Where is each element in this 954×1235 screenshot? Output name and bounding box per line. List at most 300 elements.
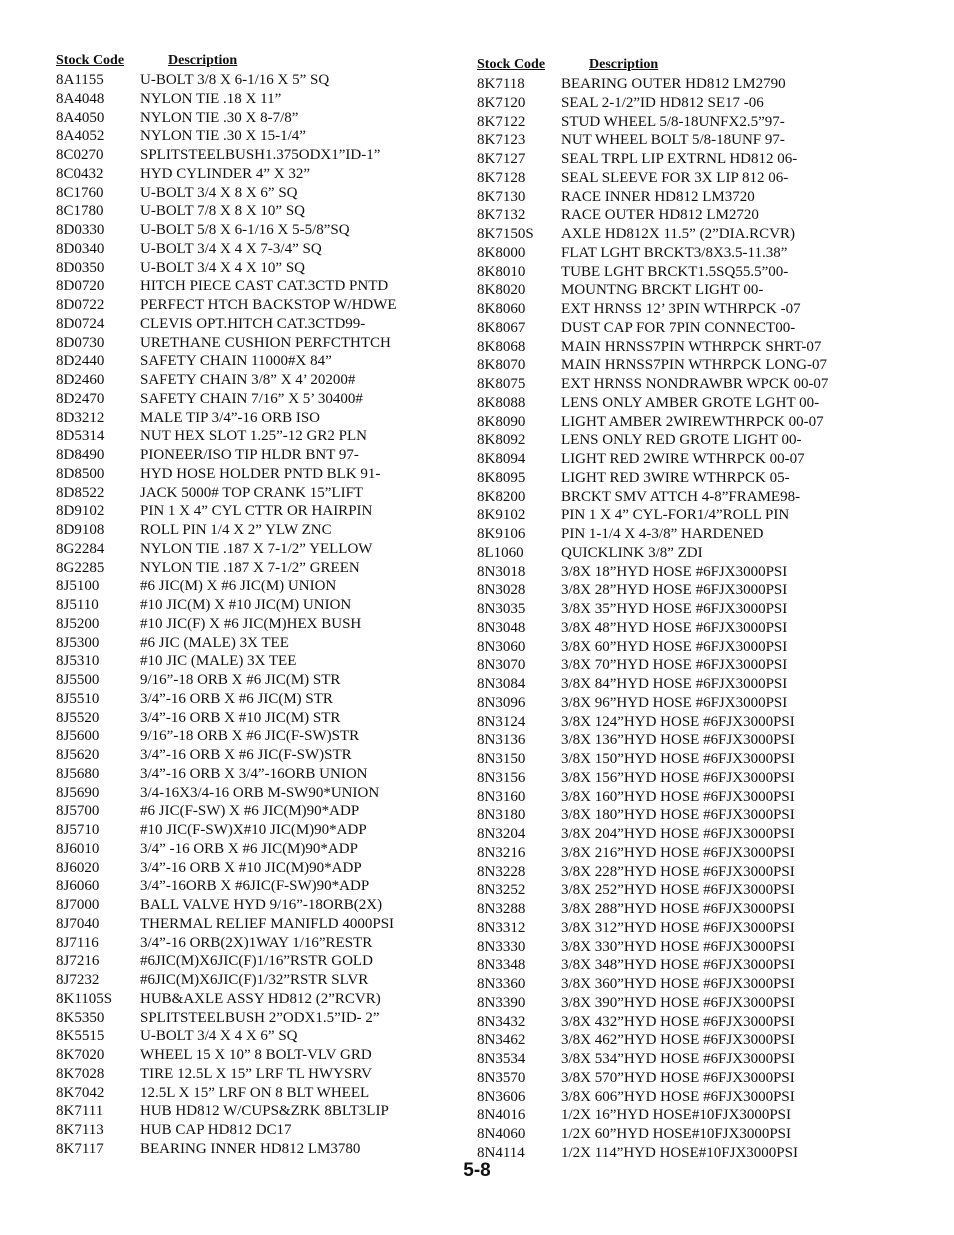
description: 3/8X 48”HYD HOSE #6FJX3000PSI: [561, 619, 788, 636]
table-row: [56, 952, 426, 971]
stock-code: 8A4052: [56, 128, 105, 145]
description: #10 JIC (MALE) 3X TEE: [140, 653, 297, 670]
description: QUICKLINK 3/8” ZDI: [561, 544, 703, 561]
description: LIGHT AMBER 2WIREWTHRPCK 00-07: [561, 413, 824, 430]
stock-code-header: Stock Code: [56, 53, 125, 68]
table-row: [477, 638, 847, 657]
description: LENS ONLY AMBER GROTE LGHT 00-: [561, 394, 820, 411]
stock-code: 8A4050: [56, 109, 105, 126]
table-row: [477, 863, 847, 882]
table-row: [477, 431, 847, 450]
stock-code: 8N3204: [477, 826, 526, 842]
table-row: [56, 221, 426, 240]
table-row: [56, 746, 426, 765]
description: 3/8X 70”HYD HOSE #6FJX3000PSI: [561, 657, 788, 674]
description-header: Description: [168, 53, 238, 68]
table-row: [477, 731, 847, 750]
description: U-BOLT 3/4 X 4 X 10” SQ: [140, 259, 306, 276]
table-row: [477, 338, 847, 357]
stock-code: 8D2440: [56, 353, 105, 370]
table-row: [56, 371, 426, 390]
table-row: [56, 277, 426, 296]
stock-code: 8C0270: [56, 147, 104, 163]
table-row: [56, 390, 426, 409]
stock-code: 8N3390: [477, 994, 526, 1011]
stock-code: 8K8094: [477, 451, 526, 467]
description: #6 JIC (MALE) 3X TEE: [140, 634, 289, 651]
table-row: [56, 165, 426, 184]
description: EXT HRNSS 12’ 3PIN WTHRPCK -07: [561, 301, 801, 317]
table-row: [477, 1031, 847, 1050]
description: 12.5L X 15” LRF ON 8 BLT WHEEL: [140, 1084, 370, 1101]
description: 3/4”-16 ORB X #10 JIC(M)90*ADP: [140, 859, 362, 876]
stock-code: 8N3348: [477, 957, 526, 974]
stock-code: 8D3212: [56, 409, 105, 426]
stock-code: 8D8522: [56, 484, 105, 501]
table-row: [477, 694, 847, 713]
table-row: [477, 1069, 847, 1088]
description: SPLITSTEELBUSH1.375ODX1”ID-1”: [140, 147, 381, 163]
stock-code: 8D9102: [56, 503, 105, 520]
table-row: [477, 450, 847, 469]
description: BALL VALVE HYD 9/16”-18ORB(2X): [140, 897, 383, 913]
table-row: [56, 465, 426, 484]
description: 3/4”-16 ORB(2X)1WAY 1/16”RESTR: [140, 934, 373, 951]
table-row: [477, 206, 847, 225]
table-row: [477, 881, 847, 900]
stock-code: 8A4048: [56, 90, 105, 107]
description: NYLON TIE .187 X 7-1/2” YELLOW: [140, 540, 373, 557]
stock-code: 8N3534: [477, 1051, 526, 1067]
table-row: [477, 1050, 847, 1069]
description: TUBE LGHT BRCKT1.5SQ55.5”00-: [561, 263, 789, 280]
stock-code: 8J5310: [56, 653, 100, 670]
description: LENS ONLY RED GROTE LIGHT 00-: [561, 432, 802, 449]
stock-code: 8K7042: [56, 1084, 105, 1101]
stock-code: 8J5100: [56, 578, 100, 595]
description: 3/8X 216”HYD HOSE #6FJX3000PSI: [561, 844, 795, 861]
description: 3/8X 18”HYD HOSE #6FJX3000PSI: [561, 563, 788, 580]
stock-code: 8K9106: [477, 526, 526, 542]
description: NUT HEX SLOT 1.25”-12 GR2 PLN: [140, 428, 367, 445]
description: U-BOLT 3/8 X 6-1/16 X 5” SQ: [140, 72, 330, 88]
stock-code: 8K8070: [477, 357, 526, 374]
stock-code: 8D0720: [56, 278, 105, 295]
stock-code: 8J5680: [56, 765, 100, 782]
stock-code: 8N3150: [477, 751, 526, 767]
table-row: [477, 75, 847, 94]
stock-code: 8K7028: [56, 1065, 105, 1082]
description: NYLON TIE .30 X 8-7/8”: [140, 109, 299, 126]
table-row: [477, 1106, 847, 1125]
stock-code: 8J5510: [56, 690, 100, 707]
description: 3/8X 330”HYD HOSE #6FJX3000PSI: [561, 938, 795, 955]
table-row: [477, 581, 847, 600]
description: 3/8X 160”HYD HOSE #6FJX3000PSI: [561, 788, 795, 805]
description: 3/4”-16 ORB X #6 JIC(M) STR: [140, 690, 333, 707]
description: THERMAL RELIEF MANIFLD 4000PSI: [140, 915, 395, 932]
table-row: [477, 375, 847, 394]
stock-code: 8C1760: [56, 184, 104, 201]
stock-code: 8N3156: [477, 769, 526, 786]
stock-code: 8K7150S: [477, 226, 534, 242]
description: NYLON TIE .30 X 15-1/4”: [140, 128, 306, 145]
table-row: [56, 1027, 426, 1046]
stock-code: 8D0350: [56, 259, 105, 276]
stock-code: 8D0330: [56, 222, 105, 238]
stock-code: 8K9102: [477, 507, 526, 524]
description: 3/8X 432”HYD HOSE #6FJX3000PSI: [561, 1013, 795, 1030]
stock-code: 8N3462: [477, 1032, 526, 1049]
stock-code: 8J7216: [56, 953, 100, 970]
stock-code: 8N3028: [477, 582, 526, 599]
description: #6JIC(M)X6JIC(F)1/16”RSTR GOLD: [140, 953, 373, 970]
right-column-rows: [477, 75, 847, 1163]
stock-code: 8N3060: [477, 638, 526, 655]
table-row: [477, 113, 847, 132]
stock-code: 8K1105S: [56, 990, 113, 1007]
description: 3/8X 462”HYD HOSE #6FJX3000PSI: [561, 1032, 795, 1049]
description: 3/8X 96”HYD HOSE #6FJX3000PSI: [561, 694, 788, 711]
stock-code: 8G2285: [56, 559, 105, 576]
stock-code: 8J5700: [56, 803, 100, 820]
stock-code: 8J5110: [56, 597, 99, 613]
table-row: [56, 90, 426, 109]
description: BEARING OUTER HD812 LM2790: [561, 76, 786, 92]
left-column-header: [56, 53, 426, 70]
stock-code: 8C1780: [56, 203, 104, 220]
stock-code: 8J5620: [56, 747, 100, 763]
description: 3/4-16X3/4-16 ORB M-SW90*UNION: [140, 784, 380, 801]
description: 3/4” -16 ORB X #6 JIC(M)90*ADP: [140, 840, 358, 857]
description: BEARING INNER HD812 LM3780: [140, 1140, 361, 1157]
description: SPLITSTEELBUSH 2”ODX1.5”ID- 2”: [140, 1009, 380, 1026]
stock-code: 8K8200: [477, 488, 526, 505]
right-column: [477, 57, 847, 1163]
stock-code: 8N3606: [477, 1088, 526, 1105]
stock-code: 8K7113: [56, 1122, 104, 1138]
table-row: [56, 484, 426, 503]
description: 3/8X 312”HYD HOSE #6FJX3000PSI: [561, 919, 795, 936]
table-row: [56, 934, 426, 953]
left-column-rows: [56, 71, 426, 1159]
table-row: [56, 990, 426, 1009]
table-row: [477, 769, 847, 788]
table-row: [56, 559, 426, 578]
table-row: [477, 188, 847, 207]
table-row: [477, 900, 847, 919]
table-row: [56, 109, 426, 128]
page-number: 5-8: [463, 1160, 491, 1181]
table-row: [56, 915, 426, 934]
stock-code: 8J7040: [56, 915, 100, 932]
description: FLAT LGHT BRCKT3/8X3.5-11.38”: [561, 244, 788, 261]
description: PIONEER/ISO TIP HLDR BNT 97-: [140, 447, 359, 463]
table-row: [477, 169, 847, 188]
table-row: [56, 71, 426, 90]
stock-code: 8K7111: [56, 1103, 104, 1120]
stock-code: 8J5300: [56, 634, 100, 651]
description: 3/8X 288”HYD HOSE #6FJX3000PSI: [561, 901, 795, 917]
stock-code: 8K7117: [56, 1140, 104, 1157]
description: U-BOLT 3/4 X 8 X 6” SQ: [140, 184, 298, 201]
description: NYLON TIE .18 X 11”: [140, 90, 282, 107]
table-row: [56, 146, 426, 165]
description: U-BOLT 3/4 X 4 X 7-3/4” SQ: [140, 240, 322, 257]
description: U-BOLT 7/8 X 8 X 10” SQ: [140, 203, 306, 220]
table-row: [477, 656, 847, 675]
table-row: [477, 919, 847, 938]
description: DUST CAP FOR 7PIN CONNECT00-: [561, 319, 796, 336]
description: SAFETY CHAIN 3/8” X 4’ 20200#: [140, 372, 356, 388]
stock-code: 8N4060: [477, 1126, 526, 1142]
description: HITCH PIECE CAST CAT.3CTD PNTD: [140, 278, 389, 295]
table-row: [477, 600, 847, 619]
stock-code: 8N3360: [477, 976, 526, 992]
stock-code: 8N3084: [477, 676, 526, 692]
table-row: [477, 469, 847, 488]
right-column-header: [477, 57, 847, 74]
table-row: [477, 150, 847, 169]
table-row: [56, 409, 426, 428]
table-row: [477, 844, 847, 863]
description: 3/4”-16 ORB X #10 JIC(M) STR: [140, 709, 341, 726]
table-row: [477, 1013, 847, 1032]
description: 9/16”-18 ORB X #6 JIC(F-SW)STR: [140, 728, 360, 745]
description: SEAL TRPL LIP EXTRNL HD812 06-: [561, 151, 798, 167]
stock-code: 8N3124: [477, 713, 526, 730]
description: CLEVIS OPT.HITCH CAT.3CTD99-: [140, 315, 366, 332]
description: #10 JIC(F) X #6 JIC(M)HEX BUSH: [140, 615, 362, 632]
stock-code: 8K8092: [477, 432, 526, 449]
description: 3/4”-16 ORB X 3/4”-16ORB UNION: [140, 765, 368, 782]
stock-code: 8K8068: [477, 338, 526, 355]
stock-code: 8D5314: [56, 428, 105, 445]
stock-code: 8K7127: [477, 151, 526, 167]
stock-code: 8G2284: [56, 540, 105, 557]
stock-code: 8D0722: [56, 297, 105, 313]
stock-code: 8J5520: [56, 709, 100, 726]
description: 3/8X 360”HYD HOSE #6FJX3000PSI: [561, 976, 795, 992]
table-row: [56, 446, 426, 465]
description: 3/8X 570”HYD HOSE #6FJX3000PSI: [561, 1069, 795, 1086]
description: #10 JIC(F-SW)X#10 JIC(M)90*ADP: [140, 822, 367, 838]
table-row: [56, 1046, 426, 1065]
stock-code: 8D2470: [56, 390, 105, 407]
stock-code: 8J5200: [56, 615, 100, 632]
table-row: [477, 356, 847, 375]
table-row: [477, 1088, 847, 1107]
stock-code: 8D8490: [56, 447, 105, 463]
description: 3/8X 348”HYD HOSE #6FJX3000PSI: [561, 957, 795, 974]
description: U-BOLT 5/8 X 6-1/16 X 5-5/8”SQ: [140, 222, 350, 238]
stock-code: 8J5500: [56, 672, 100, 688]
table-row: [477, 225, 847, 244]
description: 1/2X 16”HYD HOSE#10FJX3000PSI: [561, 1107, 792, 1124]
stock-code: 8K8010: [477, 263, 526, 280]
description: HYD CYLINDER 4” X 32”: [140, 165, 310, 182]
stock-code: 8N3035: [477, 601, 526, 617]
stock-code: 8N3216: [477, 844, 526, 861]
stock-code: 8K7123: [477, 132, 526, 149]
stock-code: 8K8060: [477, 301, 526, 317]
description: 3/8X 35”HYD HOSE #6FJX3000PSI: [561, 601, 788, 617]
description: SAFETY CHAIN 7/16” X 5’ 30400#: [140, 390, 363, 407]
description: 3/8X 180”HYD HOSE #6FJX3000PSI: [561, 807, 795, 824]
stock-code: 8K8095: [477, 469, 526, 486]
description: LIGHT RED 2WIRE WTHRPCK 00-07: [561, 451, 805, 467]
description: NUT WHEEL BOLT 5/8-18UNF 97-: [561, 132, 785, 149]
stock-code: 8N3160: [477, 788, 526, 805]
table-row: [56, 709, 426, 728]
stock-code: 8K7130: [477, 188, 526, 205]
description: #6 JIC(F-SW) X #6 JIC(M)90*ADP: [140, 803, 360, 820]
description: MAIN HRNSS7PIN WTHRPCK LONG-07: [561, 357, 827, 374]
table-row: [477, 956, 847, 975]
table-row: [477, 975, 847, 994]
description: 3/4”-16 ORB X #6 JIC(F-SW)STR: [140, 747, 352, 763]
description: PIN 1 X 4” CYL-FOR1/4”ROLL PIN: [561, 507, 790, 524]
description: SEAL 2-1/2”ID HD812 SE17 -06: [561, 94, 764, 111]
description: NYLON TIE .187 X 7-1/2” GREEN: [140, 559, 360, 576]
stock-code: 8J5710: [56, 822, 100, 838]
table-row: [477, 619, 847, 638]
table-row: [477, 131, 847, 150]
description: HYD HOSE HOLDER PNTD BLK 91-: [140, 465, 381, 482]
table-row: [477, 750, 847, 769]
description: LIGHT RED 3WIRE WTHRPCK 05-: [561, 469, 790, 486]
stock-code: 8K8067: [477, 319, 526, 336]
table-row: [56, 521, 426, 540]
table-row: [477, 788, 847, 807]
stock-code: 8K7122: [477, 113, 526, 130]
description: PIN 1 X 4” CYL CTTR OR HAIRPIN: [140, 503, 373, 520]
description: HUB CAP HD812 DC17: [140, 1122, 292, 1138]
stock-code: 8J6060: [56, 878, 100, 895]
description: AXLE HD812X 11.5” (2”DIA.RCVR): [561, 226, 795, 242]
stock-code: 8N3096: [477, 694, 526, 711]
stock-code: 8N3018: [477, 563, 526, 580]
table-row: [56, 502, 426, 521]
stock-code: 8J7116: [56, 934, 99, 951]
stock-code: 8K7020: [56, 1047, 105, 1063]
stock-code: 8D9108: [56, 522, 105, 538]
table-row: [56, 202, 426, 221]
description: 3/8X 136”HYD HOSE #6FJX3000PSI: [561, 732, 795, 749]
stock-code: 8N3070: [477, 657, 526, 674]
description: 3/8X 60”HYD HOSE #6FJX3000PSI: [561, 638, 788, 655]
table-row: [56, 577, 426, 596]
table-row: [477, 394, 847, 413]
table-row: [56, 727, 426, 746]
stock-code: 8J5690: [56, 784, 100, 801]
description: PIN 1-1/4 X 4-3/8” HARDENED: [561, 526, 764, 542]
stock-code: 8D0724: [56, 315, 105, 332]
table-row: [477, 319, 847, 338]
description: JACK 5000# TOP CRANK 15”LIFT: [140, 484, 364, 501]
table-row: [56, 821, 426, 840]
table-row: [56, 596, 426, 615]
description: URETHANE CUSHION PERFCTHTCH: [140, 334, 391, 351]
table-row: [56, 765, 426, 784]
table-row: [477, 1125, 847, 1144]
left-column: [56, 53, 426, 1159]
description: 3/8X 534”HYD HOSE #6FJX3000PSI: [561, 1051, 795, 1067]
description: SEAL SLEEVE FOR 3X LIP 812 06-: [561, 169, 789, 186]
description: SAFETY CHAIN 11000#X 84”: [140, 353, 332, 370]
table-row: [56, 1065, 426, 1084]
description: #10 JIC(M) X #10 JIC(M) UNION: [140, 597, 352, 613]
table-row: [56, 184, 426, 203]
description: U-BOLT 3/4 X 4 X 6” SQ: [140, 1028, 298, 1045]
stock-code: 8K8020: [477, 282, 526, 299]
stock-code: 8D8500: [56, 465, 105, 482]
stock-code: 8C0432: [56, 165, 104, 182]
table-row: [56, 896, 426, 915]
stock-code: 8L1060: [477, 544, 524, 561]
table-row: [477, 806, 847, 825]
table-row: [56, 1102, 426, 1121]
stock-code: 8D0340: [56, 240, 105, 257]
stock-code: 8K8090: [477, 413, 526, 430]
stock-code: 8N3312: [477, 919, 526, 936]
stock-code: 8K5515: [56, 1028, 105, 1045]
stock-code: 8K7128: [477, 169, 526, 186]
stock-code: 8K7118: [477, 76, 525, 92]
description: 3/8X 156”HYD HOSE #6FJX3000PSI: [561, 769, 795, 786]
stock-code: 8N4114: [477, 1144, 525, 1161]
table-row: [477, 544, 847, 563]
table-row: [56, 1084, 426, 1103]
description: 3/4”-16ORB X #6JIC(F-SW)90*ADP: [140, 878, 370, 895]
description: MOUNTNG BRCKT LIGHT 00-: [561, 282, 764, 299]
description: 3/8X 150”HYD HOSE #6FJX3000PSI: [561, 751, 795, 767]
table-row: [477, 94, 847, 113]
table-row: [56, 259, 426, 278]
table-row: [56, 634, 426, 653]
stock-code: 8K7132: [477, 207, 526, 224]
table-row: [477, 994, 847, 1013]
description: 1/2X 114”HYD HOSE#10FJX3000PSI: [561, 1144, 798, 1161]
table-row: [477, 300, 847, 319]
description: 3/8X 390”HYD HOSE #6FJX3000PSI: [561, 994, 795, 1011]
table-row: [477, 413, 847, 432]
description: ROLL PIN 1/4 X 2” YLW ZNC: [140, 522, 332, 538]
table-row: [56, 315, 426, 334]
table-row: [56, 540, 426, 559]
table-row: [56, 296, 426, 315]
description: 3/8X 252”HYD HOSE #6FJX3000PSI: [561, 882, 795, 899]
description: WHEEL 15 X 10” 8 BOLT-VLV GRD: [140, 1047, 372, 1063]
description: 3/8X 228”HYD HOSE #6FJX3000PSI: [561, 863, 795, 880]
stock-code: 8N3288: [477, 901, 526, 917]
table-row: [56, 1121, 426, 1140]
table-row: [56, 840, 426, 859]
stock-code: 8K8000: [477, 244, 526, 261]
stock-code: 8D2460: [56, 372, 105, 388]
table-row: [56, 802, 426, 821]
stock-code: 8K5350: [56, 1009, 105, 1026]
stock-code: 8K8075: [477, 376, 526, 392]
table-row: [56, 352, 426, 371]
description: MALE TIP 3/4”-16 ORB ISO: [140, 409, 320, 426]
table-row: [477, 244, 847, 263]
table-row: [477, 488, 847, 507]
table-row: [56, 334, 426, 353]
description: BRCKT SMV ATTCH 4-8”FRAME98-: [561, 488, 801, 505]
table-row: [56, 1140, 426, 1159]
stock-code-header: Stock Code: [477, 57, 546, 72]
